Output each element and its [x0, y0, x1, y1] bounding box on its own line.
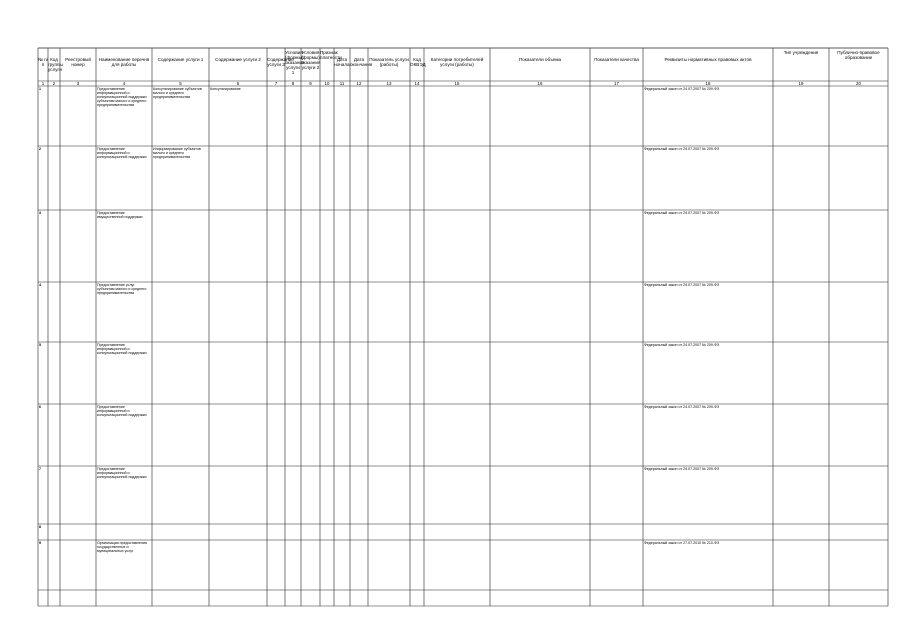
header-cell-13: Показатель услуги (работы) — [369, 57, 409, 67]
table-cell-reg — [61, 405, 95, 465]
table-cell-okved — [411, 525, 423, 539]
table-cell-code — [49, 343, 59, 403]
table-cell-qual — [591, 87, 642, 145]
table-cell-cat — [425, 87, 489, 145]
table-cell-n: 9 — [39, 541, 41, 545]
table-cell-pay — [321, 541, 333, 589]
table-cell-qual — [591, 525, 642, 539]
table-cell-pay — [321, 211, 333, 281]
table-cell-vol — [491, 405, 589, 465]
table-cell-d1 — [335, 541, 349, 589]
table-cell-form — [286, 147, 300, 209]
table-cell-reg — [61, 283, 95, 341]
table-cell-ind — [369, 343, 409, 403]
table-cell-d1 — [335, 211, 349, 281]
table-cell-ind — [369, 541, 409, 589]
table-cell-n: 7 — [39, 467, 41, 471]
table-cell-form — [286, 467, 300, 523]
table-cell-law — [644, 525, 772, 539]
column-number: 13 — [386, 81, 392, 86]
header-cell-14: Код ОКВЭД — [410, 57, 426, 67]
table-cell-name: Предоставление информационной и консультационной поддержки — [97, 405, 147, 418]
header-cell-5: Содержание услуги 1 — [157, 57, 204, 62]
table-cell-vol — [491, 467, 589, 523]
table-cell-form — [286, 87, 300, 145]
table-cell-pub — [830, 283, 887, 341]
table-cell-ind — [369, 87, 409, 145]
table-cell-name: Предоставление информационной и консультационной поддержки — [97, 467, 147, 480]
table-cell-d1 — [335, 405, 349, 465]
table-cell-okved — [411, 541, 423, 589]
column-number: 4 — [122, 81, 126, 86]
table-cell-cat — [425, 211, 489, 281]
table-cell-pay — [321, 467, 333, 523]
column-number: 8 — [291, 81, 295, 86]
column-number: 17 — [614, 81, 619, 86]
table-cell-s1 — [153, 525, 208, 539]
table-cell-s1: Информирование субъектов малого и среднего предпринимательства — [153, 147, 201, 160]
header-cell-10: Признак платности — [320, 50, 342, 60]
header-cell-11: Дата начала — [334, 57, 350, 67]
column-number: 6 — [236, 81, 240, 86]
table-cell-d1 — [335, 87, 349, 145]
table-cell-n: 3 — [39, 211, 41, 215]
table-cell-pub — [830, 525, 887, 539]
table-cell-cat — [425, 525, 489, 539]
table-cell-ind — [369, 525, 409, 539]
table-cell-code — [49, 211, 59, 281]
table-cell-name — [97, 525, 151, 539]
column-number: 12 — [356, 81, 362, 86]
table-cell-type — [774, 283, 828, 341]
table-cell-d2 — [351, 211, 367, 281]
table-cell-code — [49, 87, 59, 145]
column-number: 7 — [274, 81, 278, 86]
table-cell-n: 5 — [39, 343, 41, 347]
table-cell-cat — [425, 541, 489, 589]
header-cell-7: Содержание услуги 3 — [267, 57, 294, 67]
column-number: 16 — [537, 81, 543, 86]
header-cell-20: Публично-правовое образование — [837, 50, 880, 60]
table-cell-type — [774, 343, 828, 403]
table-cell-s2 — [210, 283, 266, 341]
table-cell-qual — [591, 467, 642, 523]
table-cell-law: Федеральный закон от 24.07.2007 № 209-ФЗ — [644, 467, 720, 471]
table-cell-d2 — [351, 87, 367, 145]
table-cell-ind — [369, 211, 409, 281]
table-cell-name: Предоставление услуг субъектам малого и среднего предпринимательства — [97, 283, 147, 296]
table-cell-d1 — [335, 147, 349, 209]
table-cell-s2 — [210, 405, 266, 465]
table-cell-pub — [830, 147, 887, 209]
table-cell-s2 — [210, 467, 266, 523]
header-cell-16: Показатели объема — [518, 57, 562, 62]
table-cell-okved — [411, 467, 423, 523]
table-cell-type — [774, 87, 828, 145]
table-cell-s1: Консультирование субъектов малого и среднего предпринимательства — [153, 87, 202, 100]
table-cell-okved — [411, 405, 423, 465]
table-cell-ind — [369, 283, 409, 341]
table-cell-d2 — [351, 405, 367, 465]
table-cell-reg — [61, 147, 95, 209]
table-cell-form — [286, 405, 300, 465]
table-cell-qual — [591, 343, 642, 403]
table-cell-name: Предоставление информационной и консультационной поддержки субъектам малого и среднего предпринимательства — [97, 87, 147, 108]
table-cell-form — [286, 525, 300, 539]
table-cell-okved — [411, 343, 423, 403]
table-cell-law: Федеральный закон от 24.07.2007 № 209-ФЗ — [644, 211, 720, 215]
table-cell-pay — [321, 343, 333, 403]
table-cell-vol — [491, 87, 589, 145]
table-cell-qual — [591, 283, 642, 341]
table-cell-name: Предоставление информационной и консультационной поддержки — [97, 147, 147, 160]
table-cell-pay — [321, 525, 333, 539]
table-cell-pay — [321, 87, 333, 145]
table-cell-cat — [425, 467, 489, 523]
table-cell-n: 2 — [39, 147, 41, 151]
header-cell-15: Категории потребителей услуги (работы) — [430, 57, 484, 67]
table-cell-type — [774, 541, 828, 589]
table-cell-pay — [321, 283, 333, 341]
header-cell-18: Реквизиты нормативных правовых актов — [664, 57, 752, 62]
table-cell-form — [286, 283, 300, 341]
table-cell-d1 — [335, 525, 349, 539]
table-cell-code — [49, 525, 59, 539]
table-cell-pub — [830, 405, 887, 465]
table-cell-okved — [411, 147, 423, 209]
table-cell-ind — [369, 467, 409, 523]
header-cell-9: Условия (формы) оказания услуги 2 — [301, 50, 321, 70]
table-cell-law: Федеральный закон от 27.07.2010 № 210-ФЗ — [644, 541, 720, 545]
table-cell-pub — [830, 211, 887, 281]
table-cell-d2 — [351, 525, 367, 539]
table-cell-ind — [369, 405, 409, 465]
table-cell-cat — [425, 405, 489, 465]
table-cell-form — [286, 541, 300, 589]
header-cell-3: Реестровый номер — [65, 57, 91, 67]
table-cell-pub — [830, 467, 887, 523]
table-cell-s1 — [153, 283, 208, 341]
column-number: 15 — [454, 81, 460, 86]
table-cell-code — [49, 405, 59, 465]
table-cell-d1 — [335, 283, 349, 341]
table-cell-vol — [491, 525, 589, 539]
table-cell-qual — [591, 211, 642, 281]
table-cell-s2 — [210, 343, 266, 403]
table-cell-qual — [591, 541, 642, 589]
table-cell-vol — [491, 147, 589, 209]
table-cell-d1 — [335, 343, 349, 403]
column-number: 18 — [705, 81, 711, 86]
table-cell-d1 — [335, 467, 349, 523]
table-cell-d2 — [351, 467, 367, 523]
table-cell-qual — [591, 405, 642, 465]
table-cell-s1 — [153, 211, 208, 281]
header-cell-1: № п/п — [38, 57, 48, 67]
table-cell-pub — [830, 87, 887, 145]
table-cell-law: Федеральный закон от 24.07.2007 № 209-ФЗ — [644, 87, 720, 91]
table-cell-vol — [491, 283, 589, 341]
table-cell-type — [774, 211, 828, 281]
column-number: 3 — [76, 81, 80, 86]
table-cell-s1 — [153, 467, 208, 523]
table-cell-reg — [61, 87, 95, 145]
table-cell-law: Федеральный закон от 24.07.2007 № 209-ФЗ — [644, 147, 720, 151]
table-cell-code — [49, 147, 59, 209]
table-cell-d2 — [351, 541, 367, 589]
column-number: 14 — [414, 81, 420, 86]
header-cell-17: Показатели качества — [594, 57, 639, 62]
header-cell-8: Условия (формы) оказания услуги 1 — [285, 50, 305, 75]
column-number: 1 — [41, 81, 45, 86]
table-cell-s2: Консультирование — [210, 87, 241, 91]
table-cell-okved — [411, 283, 423, 341]
table-cell-pay — [321, 405, 333, 465]
table-cell-vol — [491, 541, 589, 589]
table-cell-d2 — [351, 147, 367, 209]
table-cell-reg — [61, 525, 95, 539]
column-number: 10 — [324, 81, 330, 86]
column-number: 20 — [856, 81, 861, 86]
table-cell-type — [774, 467, 828, 523]
table-cell-n: 1 — [39, 87, 41, 91]
column-number: 11 — [339, 81, 345, 86]
column-number: 2 — [52, 81, 56, 86]
table-cell-pub — [830, 343, 887, 403]
table-cell-vol — [491, 343, 589, 403]
table-cell-okved — [411, 211, 423, 281]
table-cell-type — [774, 147, 828, 209]
table-cell-form — [286, 343, 300, 403]
table-cell-reg — [61, 467, 95, 523]
table-cell-ind — [369, 147, 409, 209]
table-cell-name: Организация предоставления государственных и муниципальных услуг — [97, 541, 147, 554]
table-cell-reg — [61, 343, 95, 403]
table-cell-law: Федеральный закон от 24.07.2007 № 209-ФЗ — [644, 283, 720, 287]
table-cell-code — [49, 541, 59, 589]
table-cell-form — [286, 211, 300, 281]
table-cell-pay — [321, 147, 333, 209]
table-cell-n: 6 — [39, 405, 41, 409]
table-cell-cat — [425, 343, 489, 403]
table-cell-d2 — [351, 283, 367, 341]
table-cell-name: Предоставление имущественной поддержки — [97, 211, 143, 220]
header-cell-19: Тип учреждения — [783, 50, 819, 55]
header-cell-12: Дата окончания — [350, 57, 373, 67]
column-number: 9 — [309, 81, 312, 86]
table-cell-name: Предоставление информационной и консультационной поддержки — [97, 343, 147, 356]
table-cell-pub — [830, 541, 887, 589]
table-cell-s2 — [210, 147, 266, 209]
table-cell-qual — [591, 147, 642, 209]
table-cell-type — [774, 525, 828, 539]
column-number: 5 — [179, 81, 182, 86]
table-cell-s1 — [153, 343, 208, 403]
table-cell-d2 — [351, 343, 367, 403]
table-cell-s2 — [210, 211, 266, 281]
table-cell-reg — [61, 541, 95, 589]
table-cell-s2 — [210, 525, 266, 539]
header-cell-4: Наименование перечня для работы — [98, 57, 150, 67]
table-cell-code — [49, 467, 59, 523]
table-cell-code — [49, 283, 59, 341]
table-cell-law: Федеральный закон от 24.07.2007 № 209-ФЗ — [644, 405, 720, 409]
table-cell-law: Федеральный закон от 24.07.2007 № 209-ФЗ — [644, 343, 720, 347]
column-number: 19 — [798, 81, 804, 86]
table-cell-s1 — [153, 541, 208, 589]
table-cell-n: 8 — [39, 525, 41, 529]
header-cell-2: Код группы услуги — [48, 57, 63, 72]
table-cell-n: 4 — [39, 283, 41, 287]
table-cell-cat — [425, 283, 489, 341]
table-cell-vol — [491, 211, 589, 281]
table-cell-type — [774, 405, 828, 465]
header-cell-6: Содержание услуги 2 — [215, 57, 261, 62]
table-cell-s2 — [210, 541, 266, 589]
table-cell-reg — [61, 211, 95, 281]
table-cell-s1 — [153, 405, 208, 465]
table-cell-cat — [425, 147, 489, 209]
table-cell-okved — [411, 87, 423, 145]
